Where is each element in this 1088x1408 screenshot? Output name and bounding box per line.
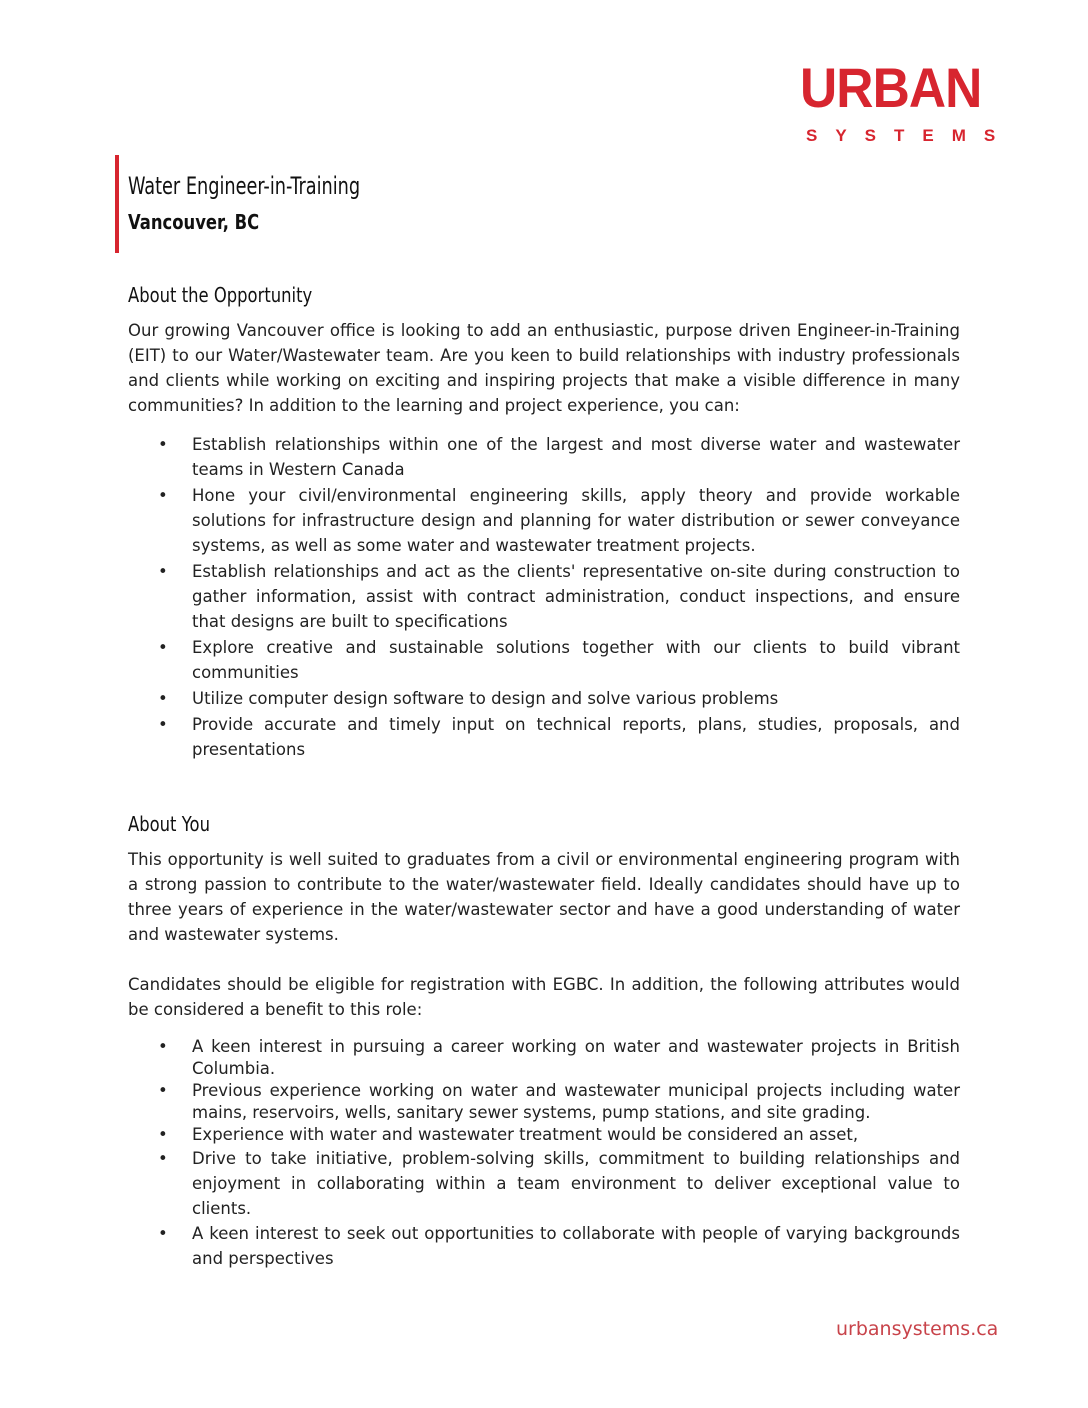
- opportunity-bullet-list: [128, 432, 960, 763]
- job-location: Vancouver, BC: [128, 210, 260, 234]
- list-item: • Previous experience working on water and wastewater municipal projects including water mains, reservoirs, wells, sanitary sewer systems, pump stations, and site grading.: [128, 1080, 960, 1124]
- requirements-paragraph: Candidates should be eligible for registration with EGBC. In addition, the following attributes would be considered a benefit to this role:: [128, 975, 960, 1019]
- heading-about-opportunity: About the Opportunity: [128, 283, 313, 307]
- list-item: • A keen interest to seek out opportunities to collaborate with people of varying backgrounds and perspectives: [128, 1221, 960, 1271]
- list-item: • Explore creative and sustainable solutions together with our clients to build vibrant communities: [128, 635, 960, 685]
- attributes-bullet-list: [128, 1036, 960, 1271]
- opportunity-intro: Our growing Vancouver office is looking to add an enthusiastic, purpose driven Engineer-in-Training (EIT) to our Water/Wastewater team. Are you keen to build relationships with industry professionals and clients while working on exciting and inspiring projects that make a visible difference in many communities? In addition to the learning and project experience, you can:: [128, 321, 960, 415]
- list-item: • Establish relationships and act as the clients' representative on-site during construction to gather information, assist with contract administration, conduct inspections, and ensure that designs are built to specifications: [128, 559, 960, 634]
- logo-wordmark-urban: URBAN: [800, 56, 982, 119]
- list-item: • A keen interest in pursuing a career working on water and wastewater projects in British Columbia.: [128, 1036, 960, 1080]
- about-you-paragraph: This opportunity is well suited to graduates from a civil or environmental engineering program with a strong passion to contribute to the water/wastewater field. Ideally candidates should have up to three years of experience in the water/wastewater sector and have a good understanding of water and wastewater systems.: [128, 850, 960, 944]
- job-title: Water Engineer-in-Training: [128, 172, 361, 200]
- heading-about-you: About You: [128, 812, 210, 836]
- list-item: • Experience with water and wastewater treatment would be considered an asset,: [128, 1124, 960, 1146]
- footer-website-link[interactable]: urbansystems.ca: [836, 1318, 999, 1340]
- list-item: • Hone your civil/environmental engineering skills, apply theory and provide workable solutions for infrastructure design and planning for water distribution or sewer conveyance systems, as well as some water and wastewater treatment projects.: [128, 483, 960, 558]
- list-item: • Utilize computer design software to design and solve various problems: [128, 686, 960, 711]
- urban-systems-logo: [800, 56, 1020, 146]
- list-item: • Drive to take initiative, problem-solving skills, commitment to building relationships and enjoyment in collaborating within a team environment to deliver exceptional value to clients.: [128, 1146, 960, 1221]
- title-accent-bar: [115, 155, 119, 253]
- logo-wordmark-systems: SYSTEMS: [806, 126, 1014, 145]
- list-item: • Establish relationships within one of the largest and most diverse water and wastewater teams in Western Canada: [128, 432, 960, 482]
- list-item: • Provide accurate and timely input on technical reports, plans, studies, proposals, and presentations: [128, 712, 960, 762]
